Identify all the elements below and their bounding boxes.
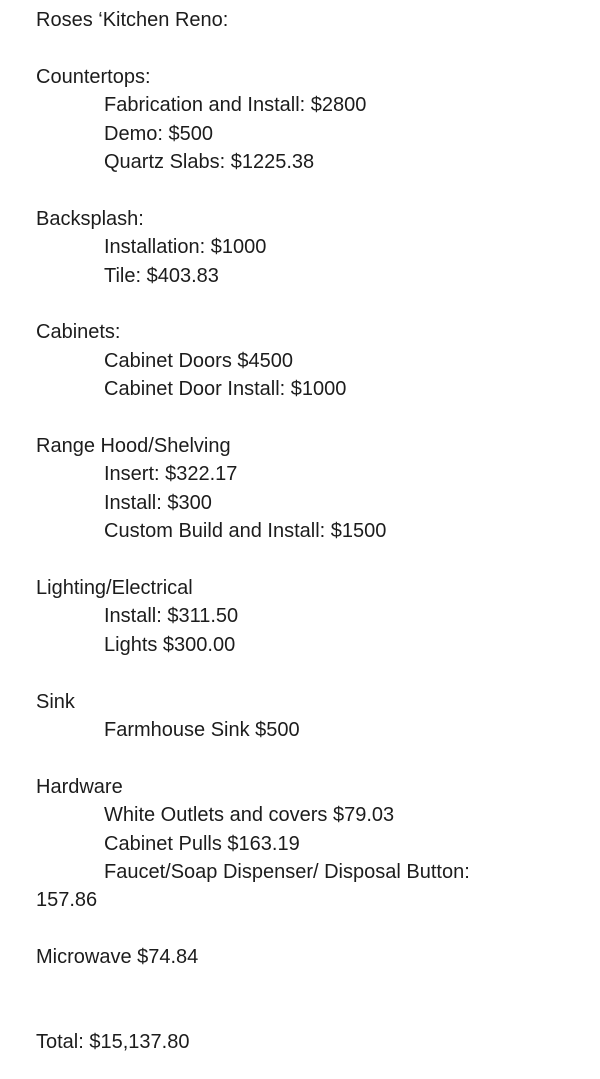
- section-header: Microwave $74.84: [36, 946, 199, 969]
- line-item: Installation: $1000: [104, 236, 267, 259]
- line-item: Install: $311.50: [104, 605, 239, 628]
- wrapped-amount-line: 157.86: [36, 889, 98, 912]
- blank-line: [36, 1000, 584, 1028]
- blank-line: [36, 972, 584, 1000]
- line-item: Demo: $500: [104, 122, 213, 145]
- blank-line: [36, 744, 584, 772]
- blank-line: [36, 659, 584, 687]
- line-item: Cabinet Pulls $163.19: [104, 832, 300, 855]
- section-header: Lighting/Electrical: [36, 577, 193, 600]
- line-item: Fabrication and Install: $2800: [104, 94, 367, 117]
- line-item: Install: $300: [104, 491, 212, 514]
- line-item: Faucet/Soap Dispenser/ Disposal Button:: [104, 861, 470, 884]
- section-header: Backsplash:: [36, 207, 144, 230]
- line-item: White Outlets and covers $79.03: [104, 804, 395, 827]
- blank-line: [36, 290, 584, 318]
- line-item: Farmhouse Sink $500: [104, 719, 300, 742]
- section-header: Range Hood/Shelving: [36, 435, 231, 458]
- blank-line: [36, 176, 584, 204]
- line-item: Cabinet Door Install: $1000: [104, 378, 347, 401]
- blank-line: [36, 34, 584, 62]
- section-header: Countertops:: [36, 65, 151, 88]
- line-item: Quartz Slabs: $1225.38: [104, 151, 315, 174]
- line-item: Tile: $403.83: [104, 264, 219, 287]
- line-item: Lights $300.00: [104, 633, 236, 656]
- blank-line: [36, 546, 584, 574]
- line-item: Cabinet Doors $4500: [104, 349, 294, 372]
- total-line: Total: $15,137.80: [36, 1031, 190, 1054]
- line-item: Insert: $322.17: [104, 463, 238, 486]
- section-header: Cabinets:: [36, 321, 121, 344]
- blank-line: [36, 404, 584, 432]
- section-header: Sink: [36, 690, 75, 713]
- section-header: Hardware: [36, 775, 123, 798]
- blank-line: [36, 915, 584, 943]
- line-item: Custom Build and Install: $1500: [104, 520, 387, 543]
- page-title: Roses ‘Kitchen Reno:: [36, 9, 229, 31]
